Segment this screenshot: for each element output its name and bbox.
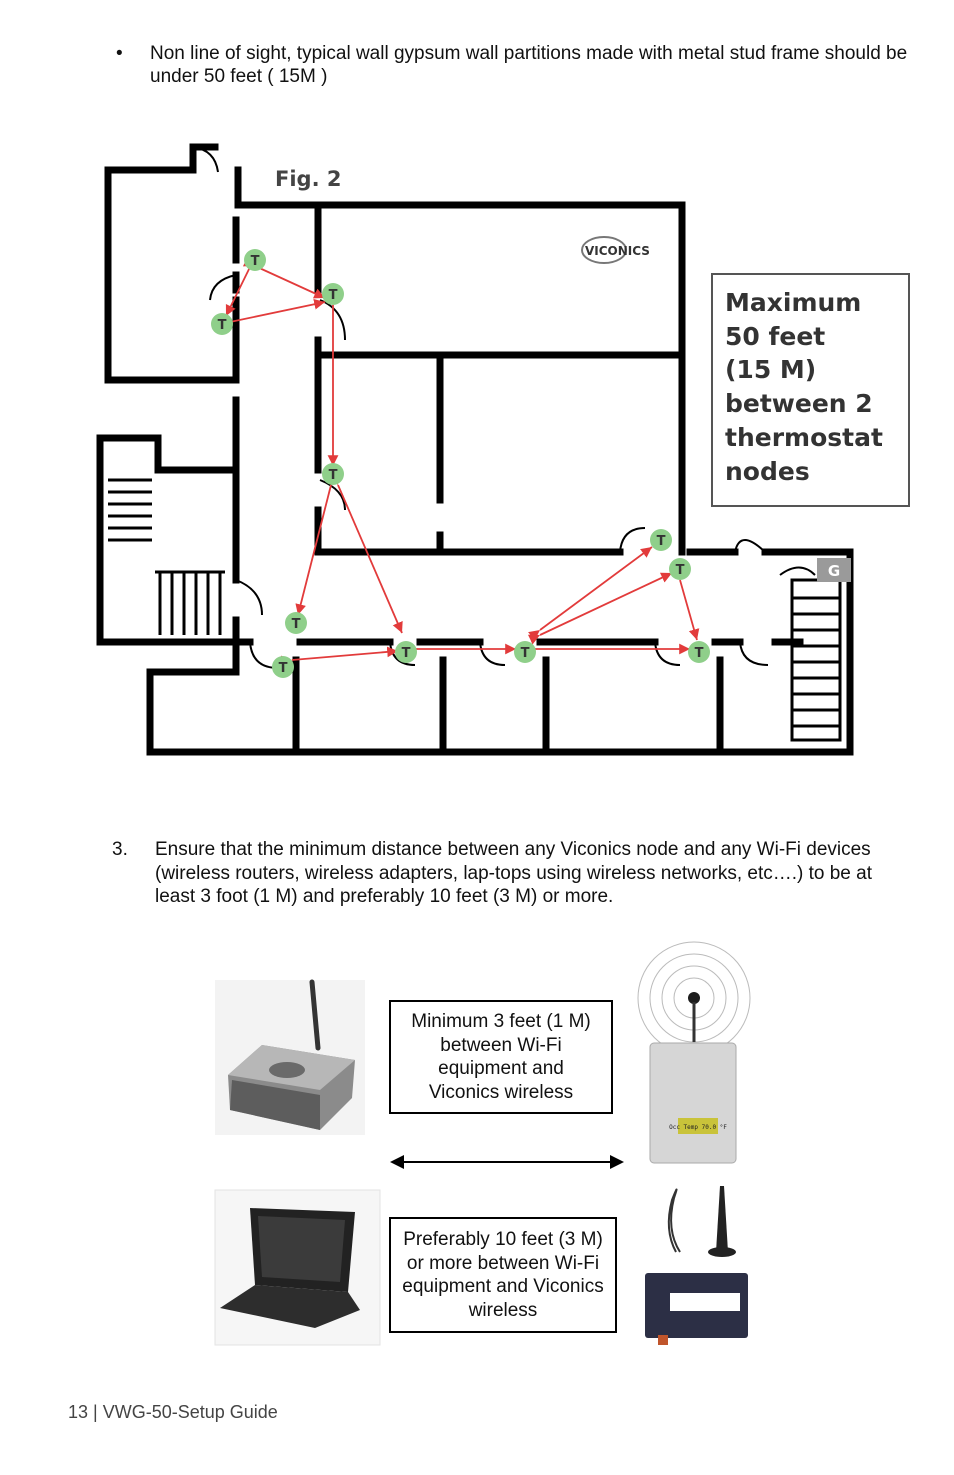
node-icon	[272, 656, 294, 678]
step-text: Ensure that the minimum distance between any Viconics node and any Wi-Fi devices (wireless routers, wireless adapters, lap-tops using wireless networks, etc….) to be at least 3 foot (1 M) and preferably 10 feet (3 M) or more.	[155, 839, 872, 907]
node-icon	[688, 641, 710, 663]
wireless-gateway-icon	[645, 1186, 748, 1345]
wifi-router-icon	[215, 980, 365, 1135]
node-icon	[395, 641, 417, 663]
wireless-thermostat-icon	[638, 942, 750, 1163]
node-icon	[211, 313, 233, 335]
node-icon	[514, 641, 536, 663]
bullet-text: Non line of sight, typical wall gypsum wall partitions made with metal stud frame should be under 50 feet ( 15M )	[150, 43, 908, 87]
svg-text:T: T	[328, 288, 338, 303]
node-icon	[669, 558, 691, 580]
svg-text:T: T	[278, 661, 288, 676]
svg-text:T: T	[291, 617, 301, 632]
figure-label: Fig. 2	[275, 167, 342, 191]
node-icon	[244, 249, 266, 271]
gateway-icon	[817, 558, 851, 582]
wall-segment	[238, 170, 682, 355]
svg-text:T: T	[656, 534, 666, 549]
svg-text:Occ Temp 70.0 °F: Occ Temp 70.0 °F	[669, 1124, 727, 1131]
thermostat-nodes	[211, 249, 710, 678]
svg-text:G: G	[827, 562, 841, 580]
svg-text:T: T	[328, 468, 338, 483]
svg-text:T: T	[401, 646, 411, 661]
svg-text:T: T	[675, 563, 685, 578]
bullet-dot: •	[116, 43, 123, 64]
svg-text:T: T	[520, 646, 530, 661]
svg-text:T: T	[250, 254, 260, 269]
callout-text: Maximum 50 feet (15 M) between 2 thermostat nodes	[725, 288, 883, 486]
page-footer: 13 | VWG-50-Setup Guide	[68, 1402, 278, 1422]
svg-text:VICONICS: VICONICS	[585, 244, 650, 258]
preferred-distance-note: Preferably 10 feet (3 M) or more between Wi-Fi equipment and Viconics wireless	[389, 1217, 617, 1333]
node-icon	[650, 529, 672, 551]
node-icon	[322, 463, 344, 485]
node-icon	[322, 283, 344, 305]
node-icon	[285, 612, 307, 634]
svg-text:T: T	[217, 318, 227, 333]
distance-arrow	[390, 1155, 624, 1169]
range-arrows	[226, 263, 697, 660]
laptop-icon	[215, 1190, 380, 1345]
viconics-logo	[582, 237, 650, 263]
min-distance-note: Minimum 3 feet (1 M) between Wi-Fi equipment and Viconics wireless	[389, 1000, 613, 1114]
step-number: 3.	[112, 839, 128, 860]
svg-text:T: T	[694, 646, 704, 661]
wall-segment	[108, 170, 236, 380]
